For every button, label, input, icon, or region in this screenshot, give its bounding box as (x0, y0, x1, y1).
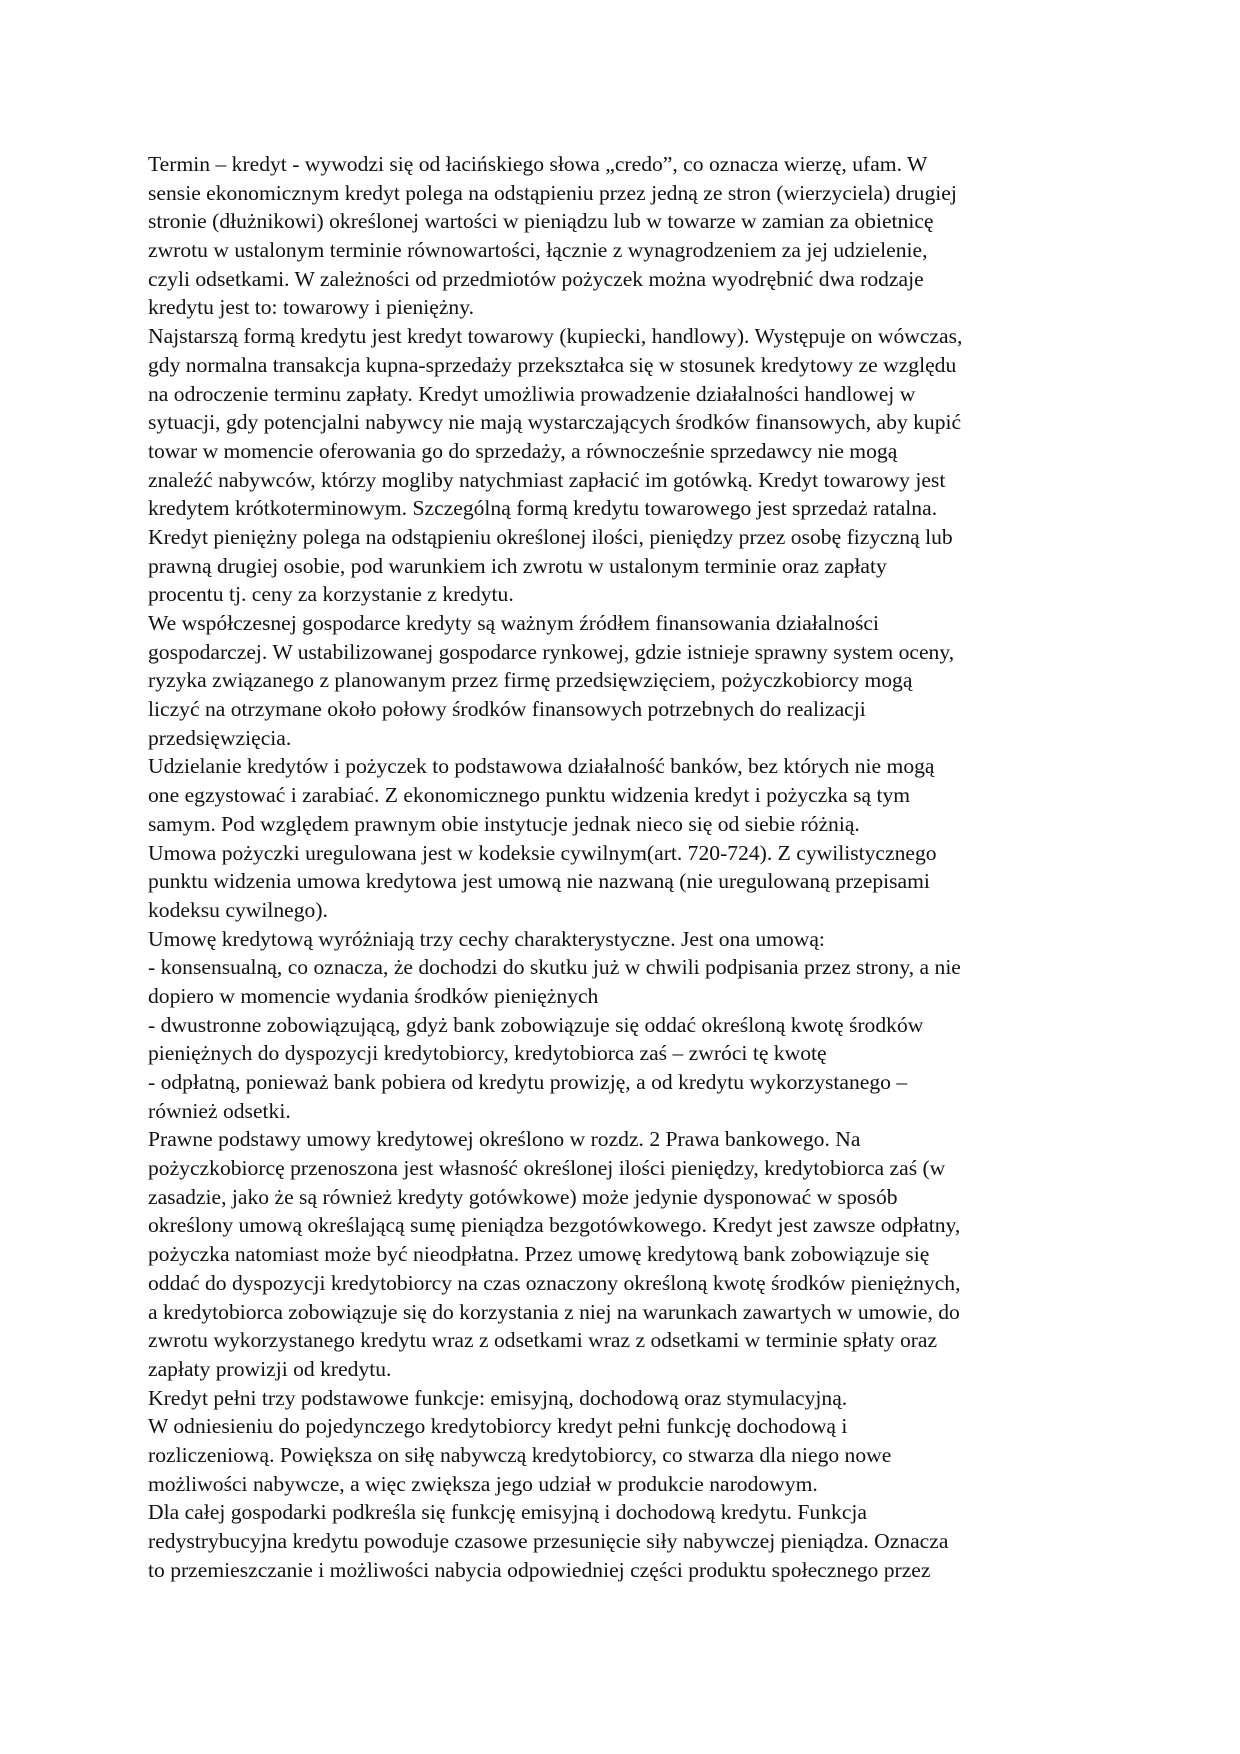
text-line: sensie ekonomicznym kredyt polega na odstąpieniu przez jedną ze stron (wierzyciela) drugiej (148, 180, 957, 205)
text-line: ryzyka związanego z planowanym przez firmę przedsięwzięciem, pożyczkobiorcy mogą (148, 668, 913, 693)
text-line: liczyć na otrzymane około połowy środków finansowych potrzebnych do realizacji (148, 697, 866, 722)
text-line: Umowę kredytową wyróżniają trzy cechy charakterystyczne. Jest ona umową: (148, 926, 825, 951)
text-line: - odpłatną, ponieważ bank pobiera od kredytu prowizję, a od kredytu wykorzystanego – (148, 1070, 908, 1094)
text-line: dopiero w momencie wydania środków pieniężnych (148, 983, 599, 1008)
text-line: zwrotu w ustalonym terminie równowartości, łącznie z wynagrodzeniem za jej udzielenie, (148, 238, 928, 263)
text-line: czyli odsetkami. W zależności od przedmiotów pożyczek można wyodrębnić dwa rodzaje (148, 266, 924, 291)
text-line: również odsetki. (148, 1098, 291, 1123)
text-line: one egzystować i zarabiać. Z ekonomicznego punktu widzenia kredyt i pożyczka są tym (148, 783, 911, 808)
text-line: Dla całej gospodarki podkreśla się funkcję emisyjną i dochodową kredytu. Funkcja (148, 1500, 867, 1525)
text-line: Najstarszą formą kredytu jest kredyt towarowy (kupiecki, handlowy). Występuje on wówczas, (148, 324, 963, 349)
text-line: W odniesieniu do pojedynczego kredytobiorcy kredyt pełni funkcję dochodową i (148, 1414, 848, 1439)
text-line: Udzielanie kredytów i pożyczek to podstawowa działalność banków, bez których nie mogą (148, 754, 935, 779)
text-line: możliwości nabywcze, a więc zwiększa jego udział w produkcie narodowym. (148, 1471, 818, 1496)
text-line: prawną drugiej osobie, pod warunkiem ich zwrotu w ustalonym terminie oraz zapłaty (148, 553, 887, 578)
text-line: pieniężnych do dyspozycji kredytobiorcy, kredytobiorca zaś – zwróci tę kwotę (148, 1041, 827, 1066)
text-line: oddać do dyspozycji kredytobiorcy na czas oznaczony określoną kwotę środków pieniężnych, (148, 1270, 961, 1295)
text-line: - dwustronne zobowiązującą, gdyż bank zobowiązuje się oddać określoną kwotę środków (148, 1012, 924, 1037)
document-body (148, 150, 1098, 1613)
text-line: procentu tj. ceny za korzystanie z kredytu. (148, 582, 514, 607)
text-line: na odroczenie terminu zapłaty. Kredyt umożliwia prowadzenie działalności handlowej w (148, 381, 916, 406)
text-line: zwrotu wykorzystanego kredytu wraz z odsetkami wraz z odsetkami w terminie spłaty oraz (148, 1328, 938, 1353)
text-line: znaleźć nabywców, którzy mogliby natychmiast zapłacić im gotówką. Kredyt towarowy jest (148, 467, 946, 492)
text-line: określony umową określającą sumę pieniądza bezgotówkowego. Kredyt jest zawsze odpłatny, (148, 1213, 961, 1238)
text-line: - konsensualną, co oznacza, że dochodzi do skutku już w chwili podpisania przez strony, a nie (148, 955, 961, 980)
text-line: stronie (dłużnikowi) określonej wartości w pieniądzu lub w towarze w zamian za obietnicę (148, 209, 934, 234)
text-line: pożyczkobiorcę przenoszona jest własność określonej ilości pieniędzy, kredytobiorca zaś (w (148, 1156, 946, 1181)
text-line: punktu widzenia umowa kredytowa jest umową nie nazwaną (nie uregulowaną przepisami (148, 869, 930, 894)
text-line: kredytem krótkoterminowym. Szczególną formą kredytu towarowego jest sprzedaż ratalna. (148, 496, 938, 521)
text-line: sytuacji, gdy potencjalni nabywcy nie mają wystarczających środków finansowych, aby kupić (148, 410, 962, 435)
text-line: a kredytobiorca zobowiązuje się do korzystania z niej na warunkach zawartych w umowie, do (148, 1299, 960, 1324)
text-line: zasadzie, jako że są również kredyty gotówkowe) może jedynie dysponować w sposób (148, 1184, 898, 1209)
text-line: Prawne podstawy umowy kredytowej określono w rozdz. 2 Prawa bankowego. Na (148, 1127, 861, 1152)
text-line: gospodarczej. W ustabilizowanej gospodarce rynkowej, gdzie istnieje sprawny system oceny, (148, 639, 955, 664)
text-line: to przemieszczanie i możliwości nabycia odpowiedniej części produktu społecznego przez (148, 1557, 931, 1582)
text-line: Termin – kredyt - wywodzi się od łacińskiego słowa „credo”, co oznacza wierzę, ufam. W (148, 152, 928, 176)
text-line (148, 1584, 1098, 1613)
text-line: Kredyt pełni trzy podstawowe funkcje: emisyjną, dochodową oraz stymulacyjną. (148, 1385, 848, 1410)
text-line: kodeksu cywilnego). (148, 897, 328, 922)
text-line: pożyczka natomiast może być nieodpłatna. Przez umowę kredytową bank zobowiązuje się (148, 1242, 930, 1267)
text-line: gdy normalna transakcja kupna-sprzedaży przekształca się w stosunek kredytowy ze względu (148, 352, 957, 377)
text-line: Kredyt pieniężny polega na odstąpieniu określonej ilości, pieniędzy przez osobę fizyczną lub (148, 524, 953, 549)
text-line: samym. Pod względem prawnym obie instytucje jednak nieco się od siebie różnią. (148, 811, 860, 836)
text-line: rozliczeniową. Powiększa on siłę nabywczą kredytobiorcy, co stwarza dla niego nowe (148, 1442, 892, 1467)
text-line: Umowa pożyczki uregulowana jest w kodeksie cywilnym(art. 720-724). Z cywilistycznego (148, 840, 937, 865)
text-line: kredytu jest to: towarowy i pieniężny. (148, 295, 475, 320)
text-line: towar w momencie oferowania go do sprzedaży, a równocześnie sprzedawcy nie mogą (148, 438, 898, 463)
text-line: przedsięwzięcia. (148, 725, 292, 750)
text-line: zapłaty prowizji od kredytu. (148, 1356, 392, 1381)
text-line: We współczesnej gospodarce kredyty są ważnym źródłem finansowania działalności (148, 611, 879, 635)
text-line: redystrybucyjna kredytu powoduje czasowe przesunięcie siły nabywczej pieniądza. Oznacza (148, 1529, 949, 1553)
